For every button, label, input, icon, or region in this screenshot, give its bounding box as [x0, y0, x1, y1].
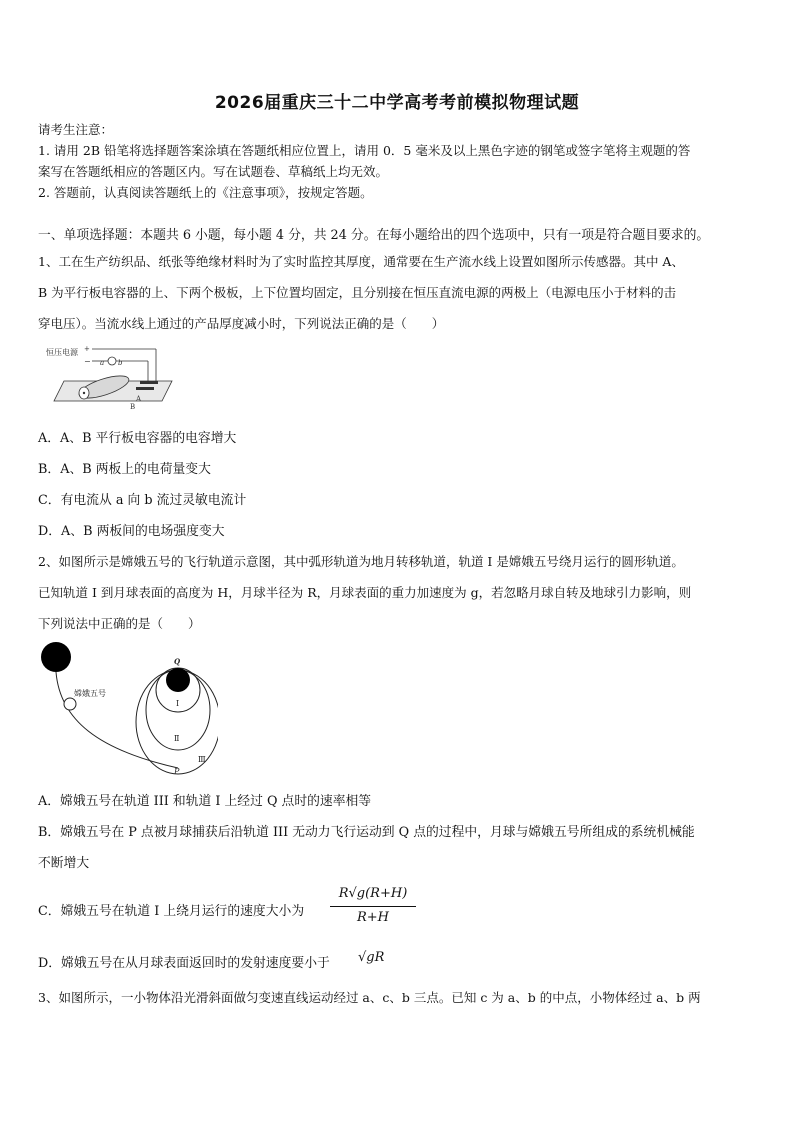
q2-option-d-expr: √gR	[358, 950, 385, 965]
q2-option-d: D．嫦娥五号在从月球表面返回时的发射速度要小于	[38, 956, 330, 971]
q2-option-c: C．嫦娥五号在轨道 I 上绕月运行的速度大小为	[38, 904, 305, 919]
q2-stem-3: 下列说法中正确的是（ ）	[38, 616, 201, 631]
notice-heading: 请考生注意：	[38, 122, 114, 137]
fig1-label-minus: −	[84, 357, 91, 366]
q2-stem-1: 2、如图所示是嫦娥五号的飞行轨道示意图，其中弧形轨道为地月转移轨道，轨道 I 是嫦娥五号绕月运行的圆形轨道。	[38, 554, 684, 569]
fig2-label-orbit3: Ⅲ	[198, 755, 206, 764]
transfer-orbit	[56, 672, 178, 768]
q3-stem-1: 3、如图所示，一小物体沿光滑斜面做匀变速直线运动经过 a、c、b 三点。已知 c 为 a、b 的中点，小物体经过 a、b 两	[38, 990, 701, 1005]
q2-option-b-2: 不断增大	[38, 856, 90, 871]
q1-option-c: C．有电流从 a 向 b 流过灵敏电流计	[38, 493, 247, 508]
notice-line-1a: 1. 请用 2B 铅笔将选择题答案涂填在答题纸相应位置上，请用 0．5 毫米及以上黑色字迹的钢笔或签字笔将主观题的答	[38, 143, 691, 158]
q2-option-c-denominator: R+H	[356, 910, 390, 925]
capacitor-sensor-figure	[44, 343, 184, 413]
q2-option-a: A．嫦娥五号在轨道 III 和轨道 I 上经过 Q 点时的速率相等	[38, 794, 372, 809]
fig2-label-probe: 嫦娥五号	[74, 689, 106, 698]
page-title: 2026届重庆三十二中学高考考前模拟物理试题	[214, 93, 580, 113]
fig1-label-b: b	[118, 359, 123, 367]
fig2-label-orbit2: Ⅱ	[174, 734, 180, 743]
notice-line-1b: 案写在答题纸相应的答题区内。写在试题卷、草稿纸上均无效。	[38, 164, 389, 179]
galvanometer-icon	[108, 357, 116, 365]
fig1-label-a: a	[100, 359, 105, 367]
fig1-label-source: 恒压电源	[46, 348, 78, 357]
moon-icon	[166, 668, 190, 692]
fig2-label-orbit1: Ⅰ	[176, 699, 180, 708]
q1-stem-2: B 为平行板电容器的上、下两个极板，上下位置均固定，且分别接在恒压直流电源的两极上（电源电压小于材料的击	[38, 285, 677, 300]
section-heading: 一、单项选择题：本题共 6 小题，每小题 4 分，共 24 分。在每小题给出的四个选项中，只有一项是符合题目要求的。	[38, 228, 710, 243]
fig2-label-P: P	[174, 767, 180, 776]
fig1-label-B: B	[130, 403, 136, 411]
plate-A	[140, 381, 158, 384]
q1-stem-1: 1、工在生产纺织品、纸张等绝缘材料时为了实时监控其厚度，通常要在生产流水线上设置如图所示传感器。其中 A、	[38, 254, 684, 269]
q2-option-b-1: B．嫦娥五号在 P 点被月球捕获后沿轨道 III 无动力飞行运动到 Q 点的过程中，月球与嫦娥五号所组成的系统机械能	[38, 825, 695, 840]
q1-option-b: B．A、B 两板上的电荷量变大	[38, 462, 211, 477]
chang-e-orbit-figure	[38, 640, 218, 780]
plate-B	[136, 387, 154, 390]
q2-stem-2: 已知轨道 I 到月球表面的高度为 H，月球半径为 R，月球表面的重力加速度为 g，若忽略月球自转及地球引力影响，则	[38, 585, 692, 600]
q1-option-d: D．A、B 两板间的电场强度变大	[38, 524, 225, 539]
probe-icon	[64, 698, 76, 710]
q1-stem-3: 穿电压）。当流水线上通过的产品厚度减小时，下列说法正确的是（ ）	[38, 316, 445, 331]
fig1-label-plus: +	[84, 345, 90, 353]
q2-option-c-numerator: R√g(R+H)	[338, 886, 408, 901]
fraction-bar	[330, 906, 416, 907]
q1-option-a: A．A、B 平行板电容器的电容增大	[38, 431, 237, 446]
fig1-label-A: A	[136, 395, 142, 403]
earth-icon	[41, 642, 71, 672]
fig2-label-Q: Q	[174, 657, 181, 666]
notice-line-2: 2. 答题前，认真阅读答题纸上的《注意事项》，按规定答题。	[38, 185, 373, 200]
